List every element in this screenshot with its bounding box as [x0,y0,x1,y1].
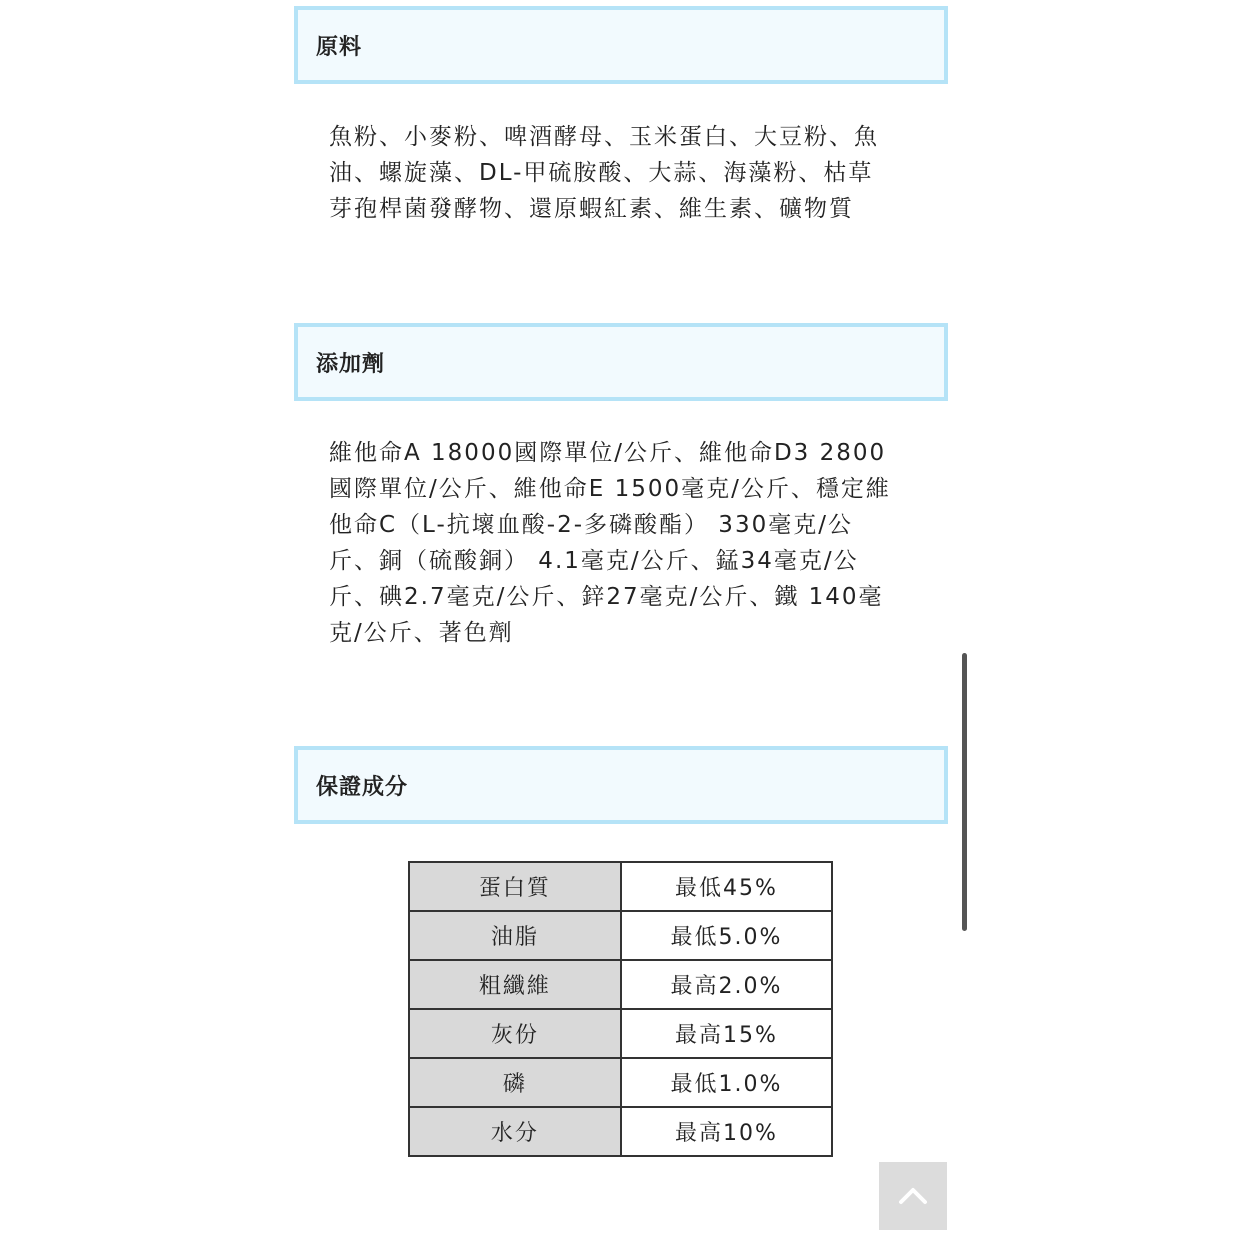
row-label: 蛋白質 [409,862,621,911]
table-row [409,911,832,960]
row-label: 磷 [409,1058,621,1107]
ingredients-header [294,6,948,84]
row-value: 最低45% [621,862,832,911]
table-row [409,960,832,1009]
row-label: 粗纖維 [409,960,621,1009]
row-value: 最高10% [621,1107,832,1156]
row-value: 最高15% [621,1009,832,1058]
table-row [409,862,832,911]
row-label: 油脂 [409,911,621,960]
row-value: 最低5.0% [621,911,832,960]
analysis-title: 保證成分 [316,774,409,800]
ingredients-title: 原料 [316,34,363,60]
vertical-scrollbar[interactable] [962,653,967,931]
row-label: 水分 [409,1107,621,1156]
ingredients-text: 魚粉、小麥粉、啤酒酵母、玉米蛋白、大豆粉、魚 油、螺旋藻、DL-甲硫胺酸、大蒜、海藻粉、枯草 芽孢桿菌發酵物、還原蝦紅素、維生素、礦物質 [329,124,879,222]
row-value: 最高2.0% [621,960,832,1009]
analysis-header [294,746,948,824]
row-label: 灰份 [409,1009,621,1058]
row-value: 最低1.0% [621,1058,832,1107]
additives-title: 添加劑 [316,351,386,377]
chevron-up-icon [895,1178,931,1214]
back-to-top-button[interactable] [879,1162,947,1230]
table-row [409,1107,832,1156]
analysis-table [408,861,833,1157]
additives-header [294,323,948,401]
additives-text: 維他命A 18000國際單位/公斤、維他命D3 2800 國際單位/公斤、維他命E 1500毫克/公斤、穩定維 他命C（L-抗壞血酸-2-多磷酸酯） 330毫克/公 斤、銅（硫酸銅） 4.1毫克/公斤、錳34毫克/公 斤、碘2.7毫克/公斤、鋅27毫克/公斤、鐵 140毫 克/公斤、著色劑 [329,440,891,646]
table-row [409,1009,832,1058]
table-row [409,1058,832,1107]
